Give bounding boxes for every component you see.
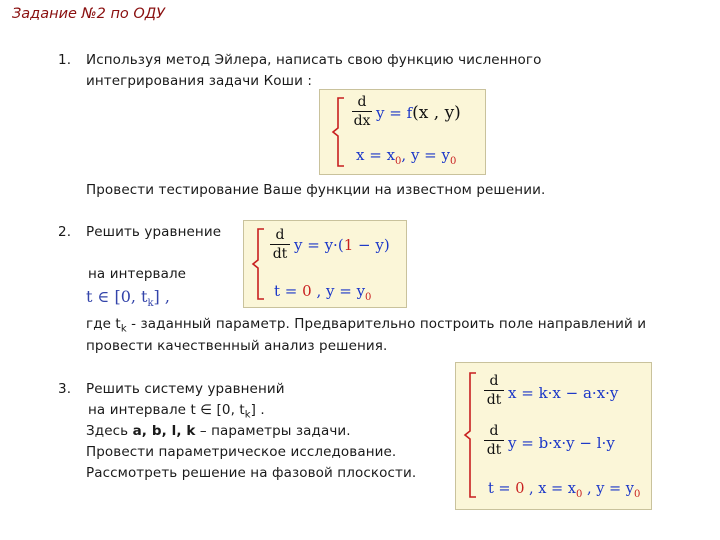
task2-fraction <box>270 227 290 262</box>
task3-equation-1: x = k·x − a·x·y <box>508 384 619 402</box>
ic-t: t = <box>274 282 303 300</box>
interval-end: ] . <box>250 402 265 418</box>
task3-number: 3. <box>58 381 72 397</box>
ic-x: x = x <box>356 146 396 164</box>
ic-t-zero: 0 <box>515 481 525 497</box>
brace-icon <box>330 96 346 168</box>
ic-y-sub: 0 <box>365 292 372 303</box>
ic-t-zero: 0 <box>302 282 312 300</box>
tk-post: - заданный параметр. Предварительно построить поле направлений и <box>126 316 647 332</box>
task2-number: 2. <box>58 224 72 240</box>
task3-fraction-2 <box>484 423 504 458</box>
ic-y: , y = y <box>582 481 634 497</box>
brace-icon <box>462 371 478 499</box>
params-post: – параметры задачи. <box>195 423 351 439</box>
task3-equation-2: y = b·x·y − l·y <box>508 434 615 452</box>
task1-line2: интегрирования задачи Коши : <box>86 73 312 89</box>
task3-line1: Решить систему уравнений <box>86 381 285 397</box>
fraction-denominator: dx <box>353 113 371 129</box>
params-pre: Здесь <box>86 423 133 439</box>
ic-x: , x = x <box>524 481 576 497</box>
task1-line1: Используя метод Эйлера, написать свою функцию численного <box>86 52 542 68</box>
eq-tail: − y) <box>353 236 390 254</box>
task2-line3 <box>86 316 646 335</box>
ic-x-sub: 0 <box>395 156 402 167</box>
tk-pre: где t <box>86 316 121 332</box>
eq-lhs: y = y·( <box>294 236 344 254</box>
interval-sub: k <box>244 409 251 421</box>
eq-one: 1 <box>343 236 354 254</box>
task3-line2 <box>88 402 265 421</box>
interval-pre: на интервале t ∈ [0, t <box>88 402 245 418</box>
fraction-numerator: d <box>275 227 285 243</box>
task2-initial-condition <box>274 282 371 303</box>
ic-y-sub: 0 <box>633 488 641 500</box>
task3-formula <box>455 362 652 510</box>
brace-icon <box>250 227 266 301</box>
task1-equation <box>376 103 461 123</box>
ic-x-sub: 0 <box>576 488 583 500</box>
task3-line5: Рассмотреть решение на фазовой плоскости. <box>86 465 417 481</box>
interval-text: t ∈ [0, t <box>86 287 148 306</box>
fraction-denominator: dt <box>486 442 502 458</box>
task1-number: 1. <box>58 52 72 68</box>
fraction-numerator: d <box>489 373 499 389</box>
eq-lhs: y = f <box>376 104 413 122</box>
task2-interval <box>86 287 170 309</box>
task3-fraction-1 <box>484 373 504 408</box>
task3-line4: Провести параметрическое исследование. <box>86 444 397 460</box>
task1-fraction <box>352 94 372 129</box>
task1-initial-condition <box>356 146 456 167</box>
ic-y-sub: 0 <box>450 156 457 167</box>
task3-initial-condition <box>488 481 640 500</box>
ic-y: , y = y <box>311 282 366 300</box>
eq-args: (x , y) <box>412 103 461 123</box>
task2-line2: на интервале <box>88 266 187 282</box>
task1-line3: Провести тестирование Ваше функции на известном решении. <box>86 182 546 198</box>
task2-line1: Решить уравнение <box>86 224 222 240</box>
params-bold: a, b, l, k <box>132 423 196 439</box>
task2-line4: провести качественный анализ решения. <box>86 338 388 354</box>
interval-sub: k <box>147 298 154 310</box>
fraction-numerator: d <box>357 94 367 110</box>
fraction-denominator: dt <box>486 392 502 408</box>
interval-end: ] , <box>153 287 170 306</box>
task3-line3 <box>86 423 351 439</box>
fraction-numerator: d <box>489 423 499 439</box>
tk-sub: k <box>120 323 127 335</box>
task2-equation <box>294 236 390 254</box>
fraction-denominator: dt <box>272 246 288 262</box>
ic-y: , y = y <box>401 146 450 164</box>
task1-formula <box>319 89 486 175</box>
page-title: Задание №2 по ОДУ <box>12 6 165 22</box>
ic-t: t = <box>488 481 516 497</box>
task2-formula <box>243 220 407 308</box>
